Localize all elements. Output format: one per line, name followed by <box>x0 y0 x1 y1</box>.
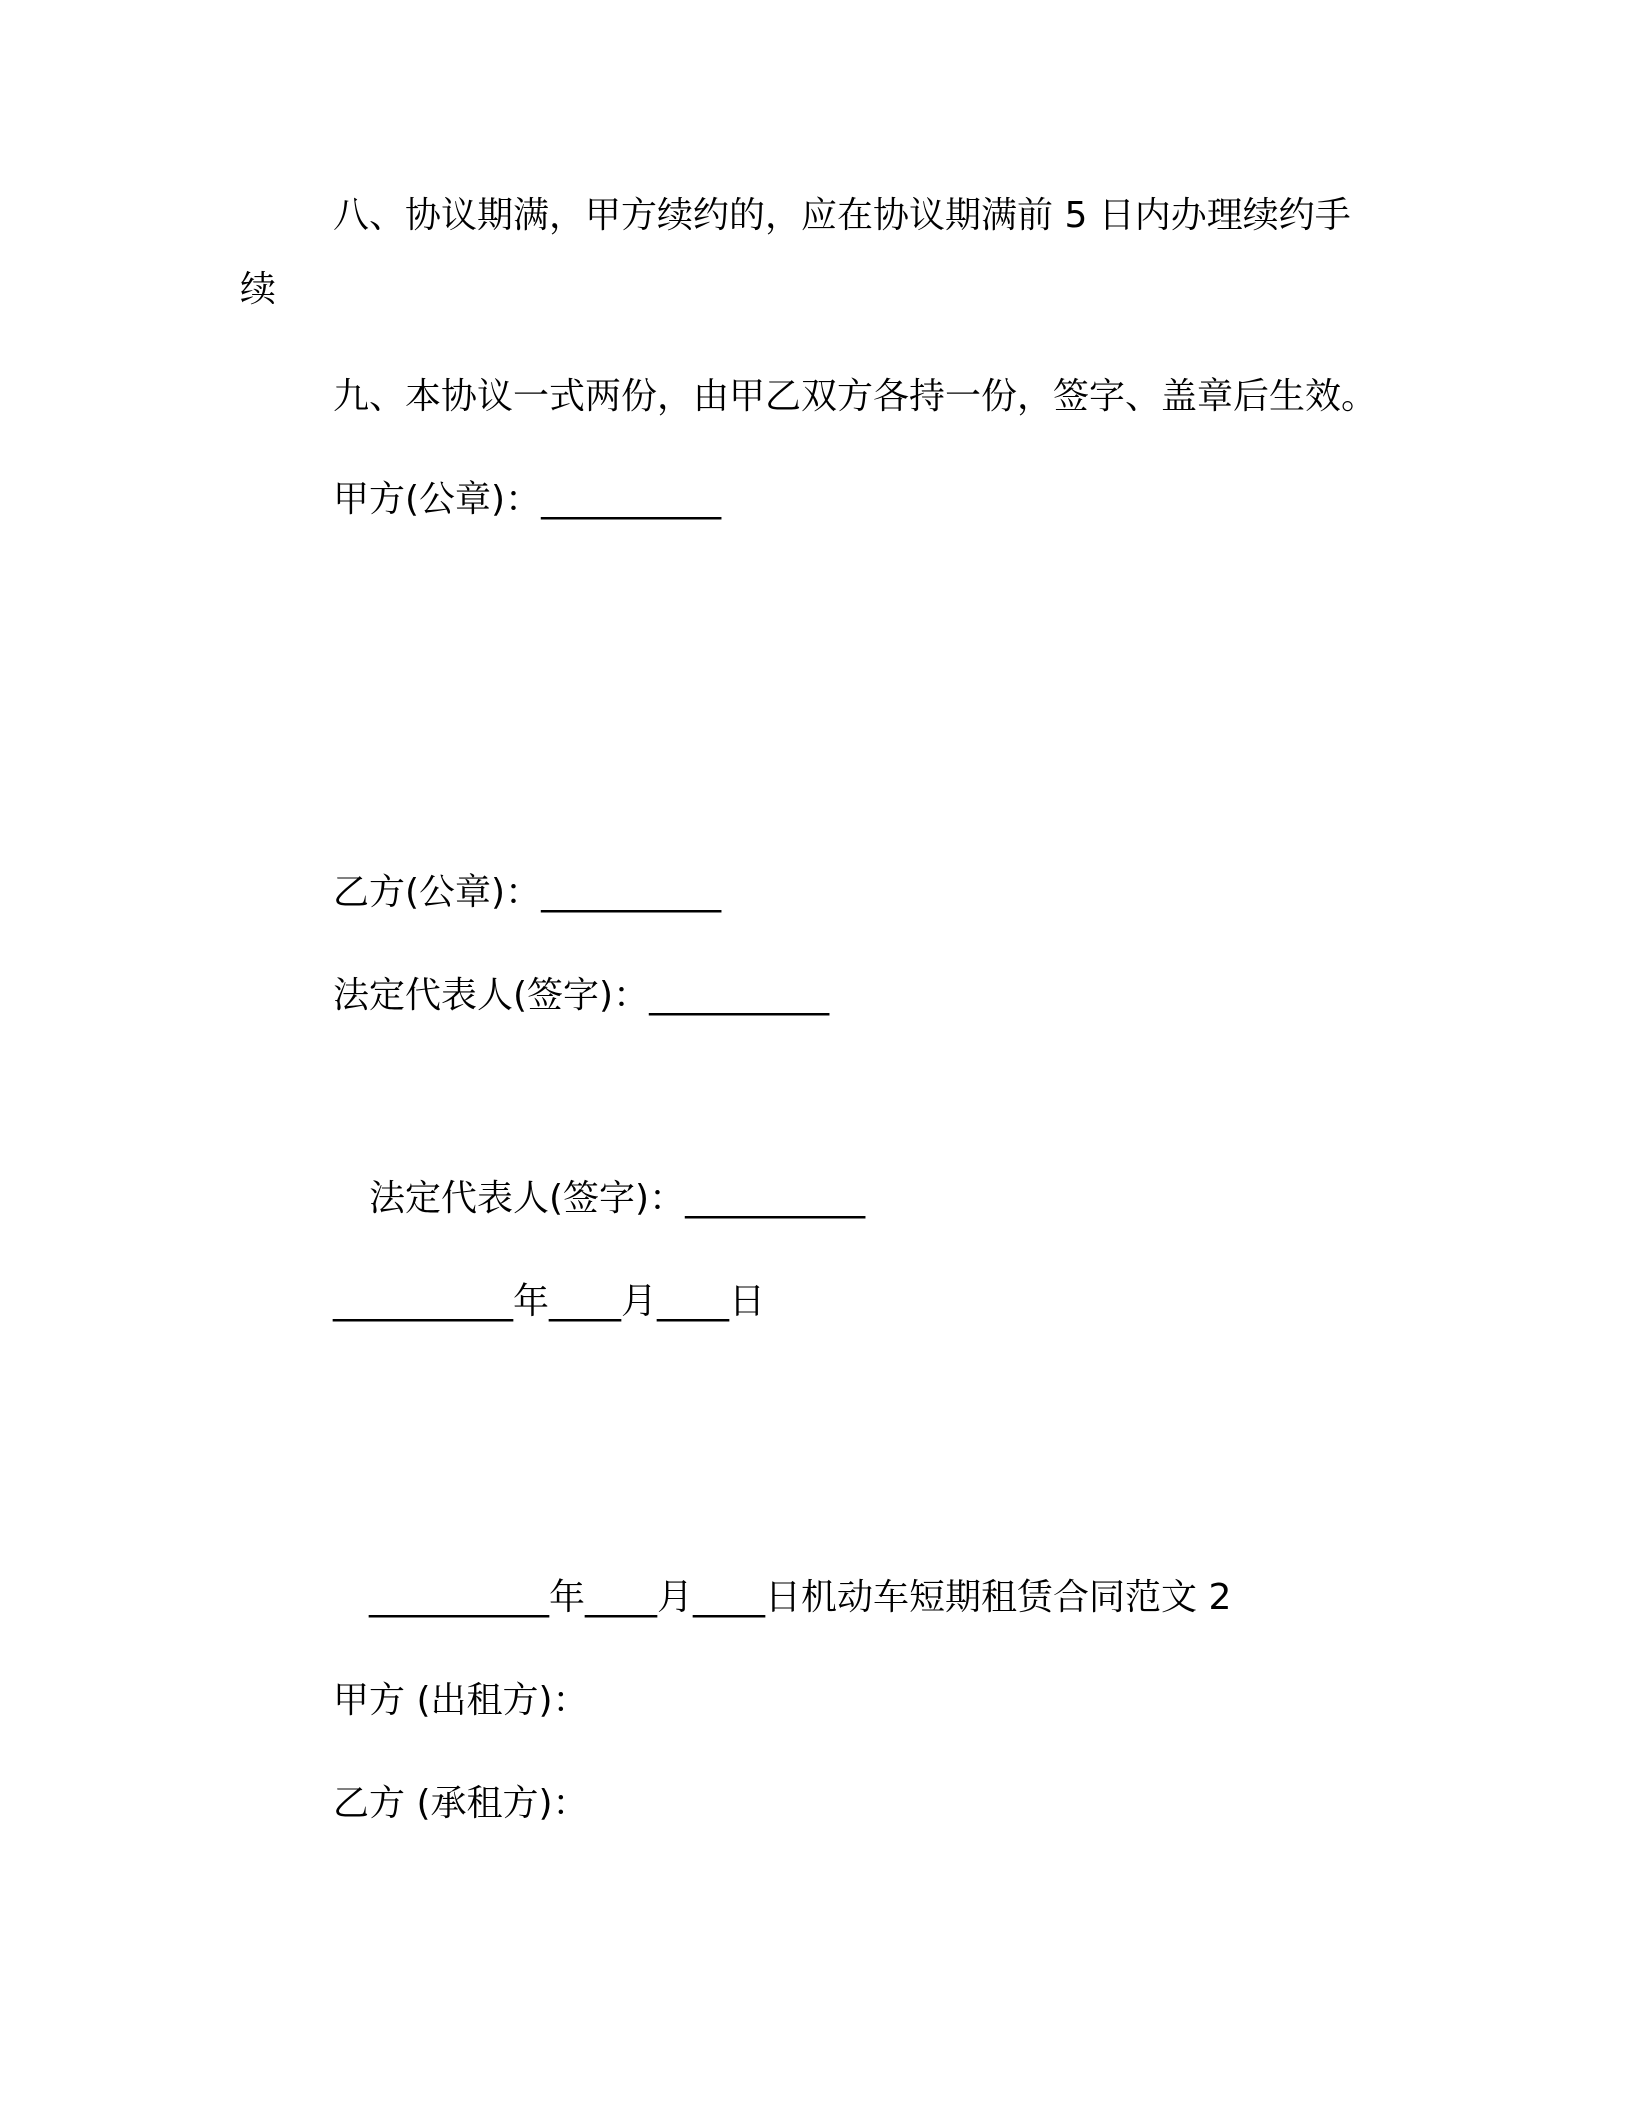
clause-8-text: 八、协议期满，甲方续约的，应在协议期满前 5 日内办理续约手 <box>333 195 1351 236</box>
date-line: __________年____月____日 <box>333 1281 765 1322</box>
clause-8-continuation: 续 <box>240 269 277 310</box>
legal-representative-signature-line-2: 法定代表人(签字)：__________ <box>369 1178 866 1219</box>
party-b-seal-line: 乙方(公章)：__________ <box>333 872 722 913</box>
legal-representative-signature-line: 法定代表人(签字)：__________ <box>333 975 830 1016</box>
party-b-lessee-line: 乙方 (承租方)： <box>333 1783 589 1824</box>
party-a-seal-line: 甲方(公章)：__________ <box>333 479 722 520</box>
contract-2-heading: __________年____月____日机动车短期租赁合同范文 2 <box>369 1577 1232 1618</box>
party-a-lessor-line: 甲方 (出租方)： <box>333 1680 589 1721</box>
clause-9-text: 九、本协议一式两份，由甲乙双方各持一份，签字、盖章后生效。 <box>333 376 1378 417</box>
